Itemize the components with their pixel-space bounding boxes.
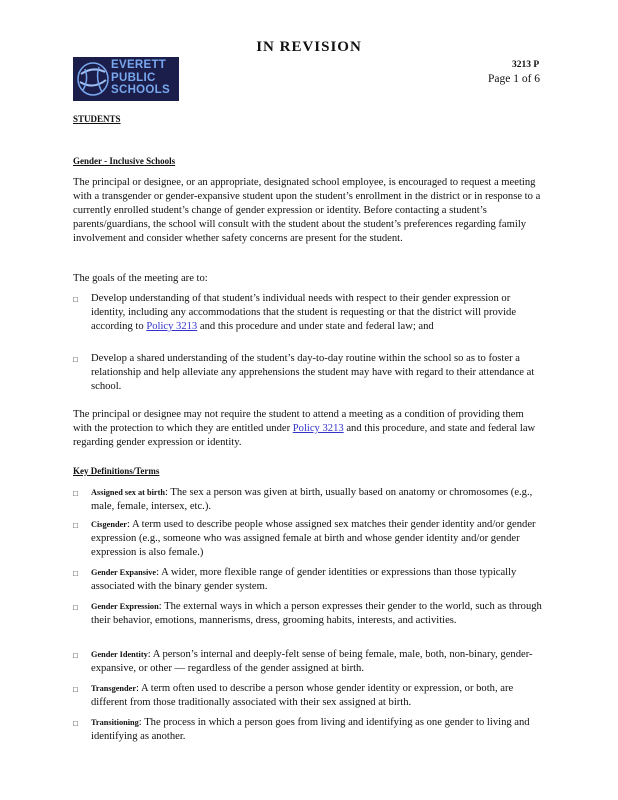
policy-number: 3213 P [512, 60, 540, 70]
goal-item [73, 292, 543, 334]
definition-term: Gender Identity [91, 650, 148, 659]
definition-item [73, 600, 543, 628]
logo-line: PUBLIC [111, 71, 156, 84]
definition-term: Assigned sex at birth [91, 488, 165, 497]
logo-line: EVERETT [111, 59, 167, 71]
requirement-text: and this procedure, and state and federal law regarding gender expression or identity. [73, 423, 536, 448]
bullet-marker: □ [73, 569, 78, 578]
definition-text: : A term used to describe people whose assigned sex matches their gender identity and/or gender expression (e.g., someone who was assigned female at birth and whose gender identity and/or gender expression is also female.) [91, 519, 536, 558]
everett-public-schools-logo [73, 57, 179, 101]
definition-text: : The sex a person was given at birth, usually based on anatomy or chromosomes (e.g., male, female, intersex, etc.). [91, 487, 533, 512]
bullet-marker: □ [73, 719, 78, 728]
bullet-marker: □ [73, 489, 78, 498]
policy-3213-link[interactable]: Policy 3213 [292, 423, 344, 434]
goals-intro: The goals of the meeting are to: [73, 273, 208, 284]
section-heading-definitions: Key Definitions/Terms [73, 466, 160, 476]
bullet-marker: □ [73, 295, 78, 304]
document-status-title: IN REVISION [256, 39, 362, 55]
definition-item [73, 518, 543, 560]
definition-text: : The process in which a person goes from living and identifying as one gender to living and identifying as another. [91, 717, 530, 742]
bullet-marker: □ [73, 651, 78, 660]
goal-text: Develop a shared understanding of the student’s day-to-day routine within the school so as to foster a relationship and help alleviate any apprehensions the student may have with regard to their attendance at school. [91, 353, 535, 392]
section-heading-students: STUDENTS [73, 114, 121, 124]
definition-term: Gender Expansive [91, 568, 157, 577]
definition-text: : The external ways in which a person expresses their gender to the world, such as through their behavior, emotions, mannerisms, dress, grooming habits, interests, and activities. [91, 601, 542, 626]
policy-3213-link[interactable]: Policy 3213 [146, 321, 198, 332]
section-heading-gender-inclusive: Gender - Inclusive Schools [73, 156, 176, 166]
requirement-paragraph [73, 408, 543, 450]
goal-text: Develop understanding of that student’s individual needs with respect to their gender expression or identity, including any accommodations that the student is requesting or that the district will provide according to [91, 293, 517, 332]
bullet-marker: □ [73, 521, 78, 530]
definition-item [73, 682, 543, 710]
definition-term: Cisgender [91, 520, 127, 529]
goal-item [73, 352, 543, 394]
definition-item [73, 716, 543, 744]
bullet-marker: □ [73, 685, 78, 694]
definition-text: : A term often used to describe a person whose gender identity or expression, or both, are different from those traditionally associated with their sex assigned at birth. [91, 683, 514, 708]
definition-item [73, 566, 543, 594]
logo-line: SCHOOLS [111, 84, 170, 96]
intro-paragraph: The principal or designee, or an appropriate, designated school employee, is encouraged to request a meeting with a transgender or gender-expansive student upon the student’s enrollment in the district or in response to a currently enrolled student’s change of gender expression or identity. Before contacting a student’s parents/guardians, the school will consult with the student about the student’s preferences regarding family involvement and consider whether safety concerns are present for the student. [73, 177, 541, 244]
bullet-marker: □ [73, 603, 78, 612]
definition-text: : A wider, more flexible range of gender identities or expressions than those typically associated with the binary gender system. [91, 567, 517, 592]
definition-term: Gender Expression [91, 602, 159, 611]
definition-term: Transitioning [91, 718, 139, 727]
bullet-marker: □ [73, 355, 78, 364]
globe-icon [75, 60, 111, 98]
definition-item [73, 648, 543, 676]
requirement-text: The principal or designee may not require the student to attend a meeting as a condition of providing them with the protection to which they are entitled under [73, 409, 524, 434]
definition-text: : A person’s internal and deeply-felt sense of being female, male, both, non-binary, gender-expansive, or other — regardless of the gender assigned at birth. [91, 649, 533, 674]
definition-term: Transgender [91, 684, 137, 693]
page-number: Page 1 of 6 [488, 73, 541, 85]
goal-text: and this procedure and under state and federal law; and [197, 321, 434, 332]
definition-item [73, 486, 543, 514]
